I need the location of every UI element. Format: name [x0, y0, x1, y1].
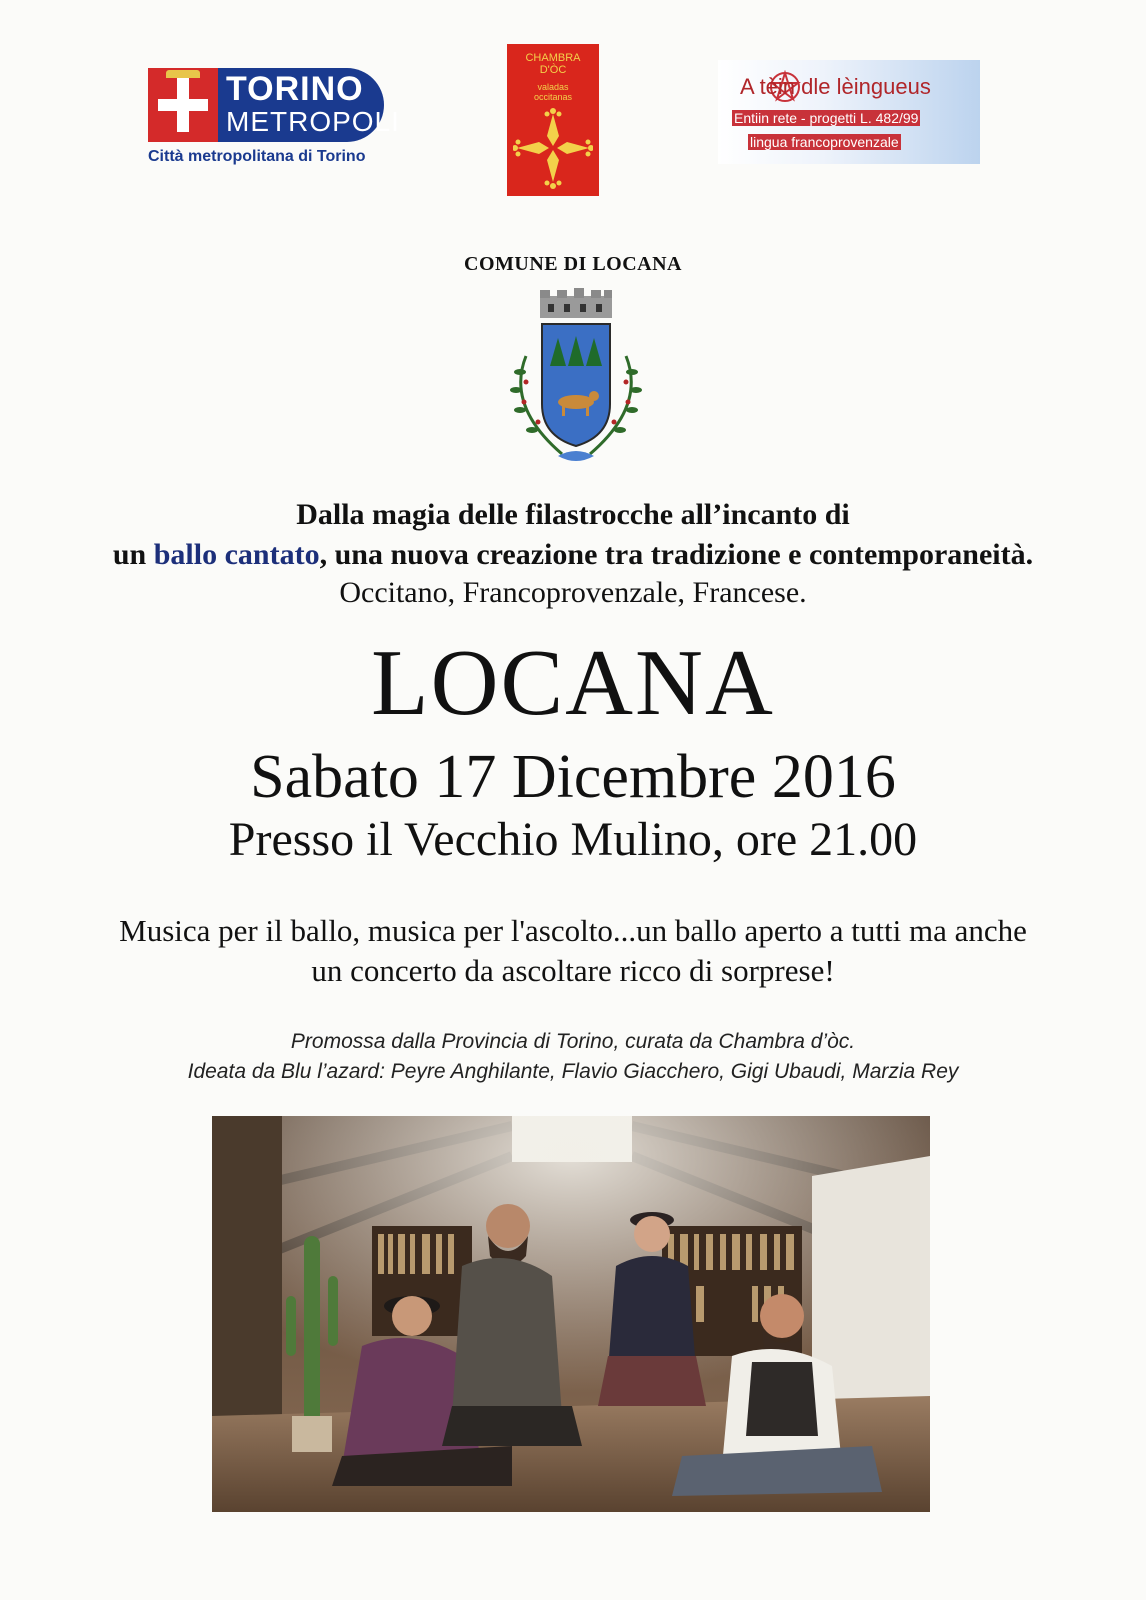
atein-logo-title: A tèin dle lèingueus — [740, 74, 931, 99]
headline-highlight: ballo cantato — [153, 538, 320, 571]
chambra-logo-line4: occitanas — [533, 92, 573, 102]
chambra-logo-line2: D'ÒC — [539, 64, 567, 76]
headline-line2 — [0, 538, 1146, 572]
coat-of-arms-icon — [486, 286, 666, 472]
atein-logo-line1: Entiin rete - progetti L. 482/99 — [734, 110, 919, 126]
event-place-time: Presso il Vecchio Mulino, ore 21.00 — [228, 813, 918, 866]
mural-crown-icon — [540, 288, 612, 318]
description-line1: Musica per il ballo, musica per l'ascolto...un ballo aperto a tutti ma anche — [119, 913, 1027, 948]
description-line2: un concerto da ascoltare ricco di sorprese! — [311, 953, 835, 988]
headline-line2-pre: un — [112, 538, 154, 571]
credits-line1: Promossa dalla Provincia di Torino, curata da Chambra d’òc. — [290, 1030, 856, 1053]
band-photo — [212, 1116, 930, 1512]
chambra-doc-logo — [507, 44, 599, 196]
atein-logo-line2: lingua francoprovenzale — [750, 134, 899, 150]
torino-logo-subtitle: Città metropolitana di Torino — [148, 148, 366, 165]
planter — [292, 1416, 332, 1452]
occitan-cross-icon — [513, 106, 593, 190]
headline-line1: Dalla magia delle filastrocche all’incanto di — [296, 498, 850, 531]
torino-flag-icon — [148, 68, 218, 142]
credits-line2: Ideata da Blu l’azard: Peyre Anghilante, Flavio Giacchero, Gigi Ubaudi, Marzia Rey — [187, 1060, 959, 1083]
languages-line: Occitano, Francoprovenzale, Francese. — [339, 576, 807, 609]
chambra-logo-line1: CHAMBRA — [525, 52, 581, 64]
torino-logo-line2: METROPOLI — [226, 106, 400, 137]
torino-metropoli-logo — [148, 68, 400, 172]
event-date: Sabato 17 Dicembre 2016 — [250, 743, 896, 811]
chambra-logo-line3: valadas — [537, 82, 569, 92]
torino-logo-line1: TORINO — [226, 70, 364, 108]
event-town: LOCANA — [371, 631, 775, 735]
a-tein-dle-leingueus-logo — [718, 60, 980, 164]
headline-line2-post: , una nuova creazione tra tradizione e contemporaneità. — [319, 538, 1034, 571]
comune-heading: COMUNE DI LOCANA — [464, 253, 682, 275]
